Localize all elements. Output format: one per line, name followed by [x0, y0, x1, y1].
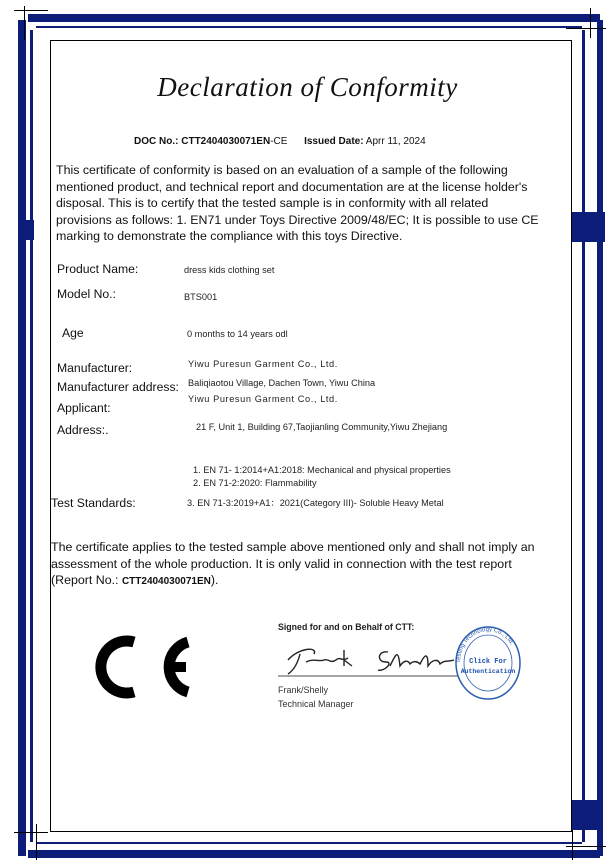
signature-image	[278, 640, 458, 680]
frame-corner-tl-v	[24, 6, 25, 40]
closing-paragraph	[51, 539, 561, 591]
intro-line: provisions as follows: 1. EN71 under Toys Directive 2009/48/EC; It is possible to use CE	[56, 212, 539, 227]
frame-top-bar	[28, 14, 600, 22]
frame-right-accent-2	[568, 800, 598, 830]
manufacturer-label: Manufacturer:	[57, 361, 133, 375]
issued-label: Issued Date:	[304, 136, 364, 147]
doc-label: DOC No.:	[134, 136, 179, 147]
age-value: 0 months to 14 years odl	[187, 329, 288, 339]
frame-left-inner	[30, 30, 33, 842]
frame-bottom-bar	[28, 850, 600, 858]
frame-corner-bl-v	[36, 824, 37, 860]
signatory-role: Technical Manager	[278, 699, 354, 709]
model-value: BTS001	[184, 292, 218, 302]
intro-line: This certificate of conformity is based on an evaluation of a sample of the following	[56, 163, 508, 177]
applicant-value: Yiwu Puresun Garment Co., Ltd.	[188, 394, 338, 404]
frame-corner-tl	[14, 10, 48, 11]
product-value: dress kids clothing set	[184, 265, 275, 275]
report-prefix: (Report No.:	[51, 573, 122, 588]
authentication-stamp[interactable]	[452, 623, 524, 703]
manufacturer-value: Yiwu Puresun Garment Co., Ltd.	[188, 359, 338, 369]
frame-left-bar	[18, 20, 26, 856]
address-label: Address:.	[57, 423, 109, 437]
intro-line: marking to demonstrate the compliance with this toys Directive.	[56, 229, 403, 244]
svg-text:Testing Technology Co., Ltd.: Testing Technology Co., Ltd.	[455, 626, 515, 664]
manufacturer-address-label: Manufacturer address:	[57, 380, 179, 394]
frame-top-inner	[36, 26, 582, 28]
doc-number: CTT2404030071EN	[181, 136, 271, 147]
standard-item: 1. EN 71- 1:2014+A1:2018: Mechanical and physical properties	[193, 465, 451, 475]
frame-bottom-inner	[36, 842, 582, 844]
doc-line	[134, 136, 426, 147]
report-line	[51, 572, 561, 591]
doc-suffix: -CE	[270, 136, 288, 147]
signatory-names: Frank/Shelly	[278, 685, 329, 695]
closing-line: assessment of the whole production. It is only valid in connection with the test report	[51, 556, 512, 571]
frame-right-bar	[597, 20, 603, 856]
svg-text:Authentication: Authentication	[460, 668, 516, 675]
intro-line: mentioned product, and technical report and documentation are at the license holder's	[56, 179, 528, 194]
svg-text:Click For: Click For	[469, 658, 507, 666]
report-number: CTT2404030071EN	[121, 576, 211, 588]
report-suffix: ).	[210, 573, 219, 588]
frame-right-inner	[582, 30, 585, 842]
frame-corner-br-v	[572, 830, 573, 860]
age-label: Age	[62, 326, 84, 340]
frame-corner-tr-v	[590, 8, 591, 38]
manufacturer-address-value: Baliqiaotou Village, Dachen Town, Yiwu China	[188, 378, 376, 388]
frame-left-accent	[18, 220, 34, 240]
address-value: 21 F, Unit 1, Building 67,Taojianling Community,Yiwu Zhejiang	[196, 422, 448, 432]
frame-corner-bl	[14, 832, 48, 833]
ce-mark-logo	[88, 632, 198, 702]
signed-for-label: Signed for and on Behalf of CTT:	[278, 622, 415, 632]
test-standards-label: Test Standards:	[51, 496, 136, 510]
applicant-label: Applicant:	[57, 401, 111, 415]
page-title: Declaration of Conformity	[157, 72, 458, 102]
intro-paragraph	[56, 162, 556, 245]
product-label: Product Name:	[57, 262, 139, 276]
closing-line: The certificate applies to the tested sample above mentioned only and shall not imply an	[51, 540, 535, 554]
certificate-page	[50, 40, 572, 832]
model-label: Model No.:	[57, 287, 116, 301]
frame-corner-tr	[566, 28, 606, 29]
intro-line: disposal. This is to certify that the tested sample is in conformity with all related	[56, 196, 489, 211]
standard-item: 3. EN 71-3:2019+A1：2021(Category III)- Soluble Heavy Metal	[187, 498, 444, 508]
issued-date: Aprr 11, 2024	[365, 136, 426, 147]
standard-item: 2. EN 71-2:2020: Flammability	[193, 478, 317, 488]
